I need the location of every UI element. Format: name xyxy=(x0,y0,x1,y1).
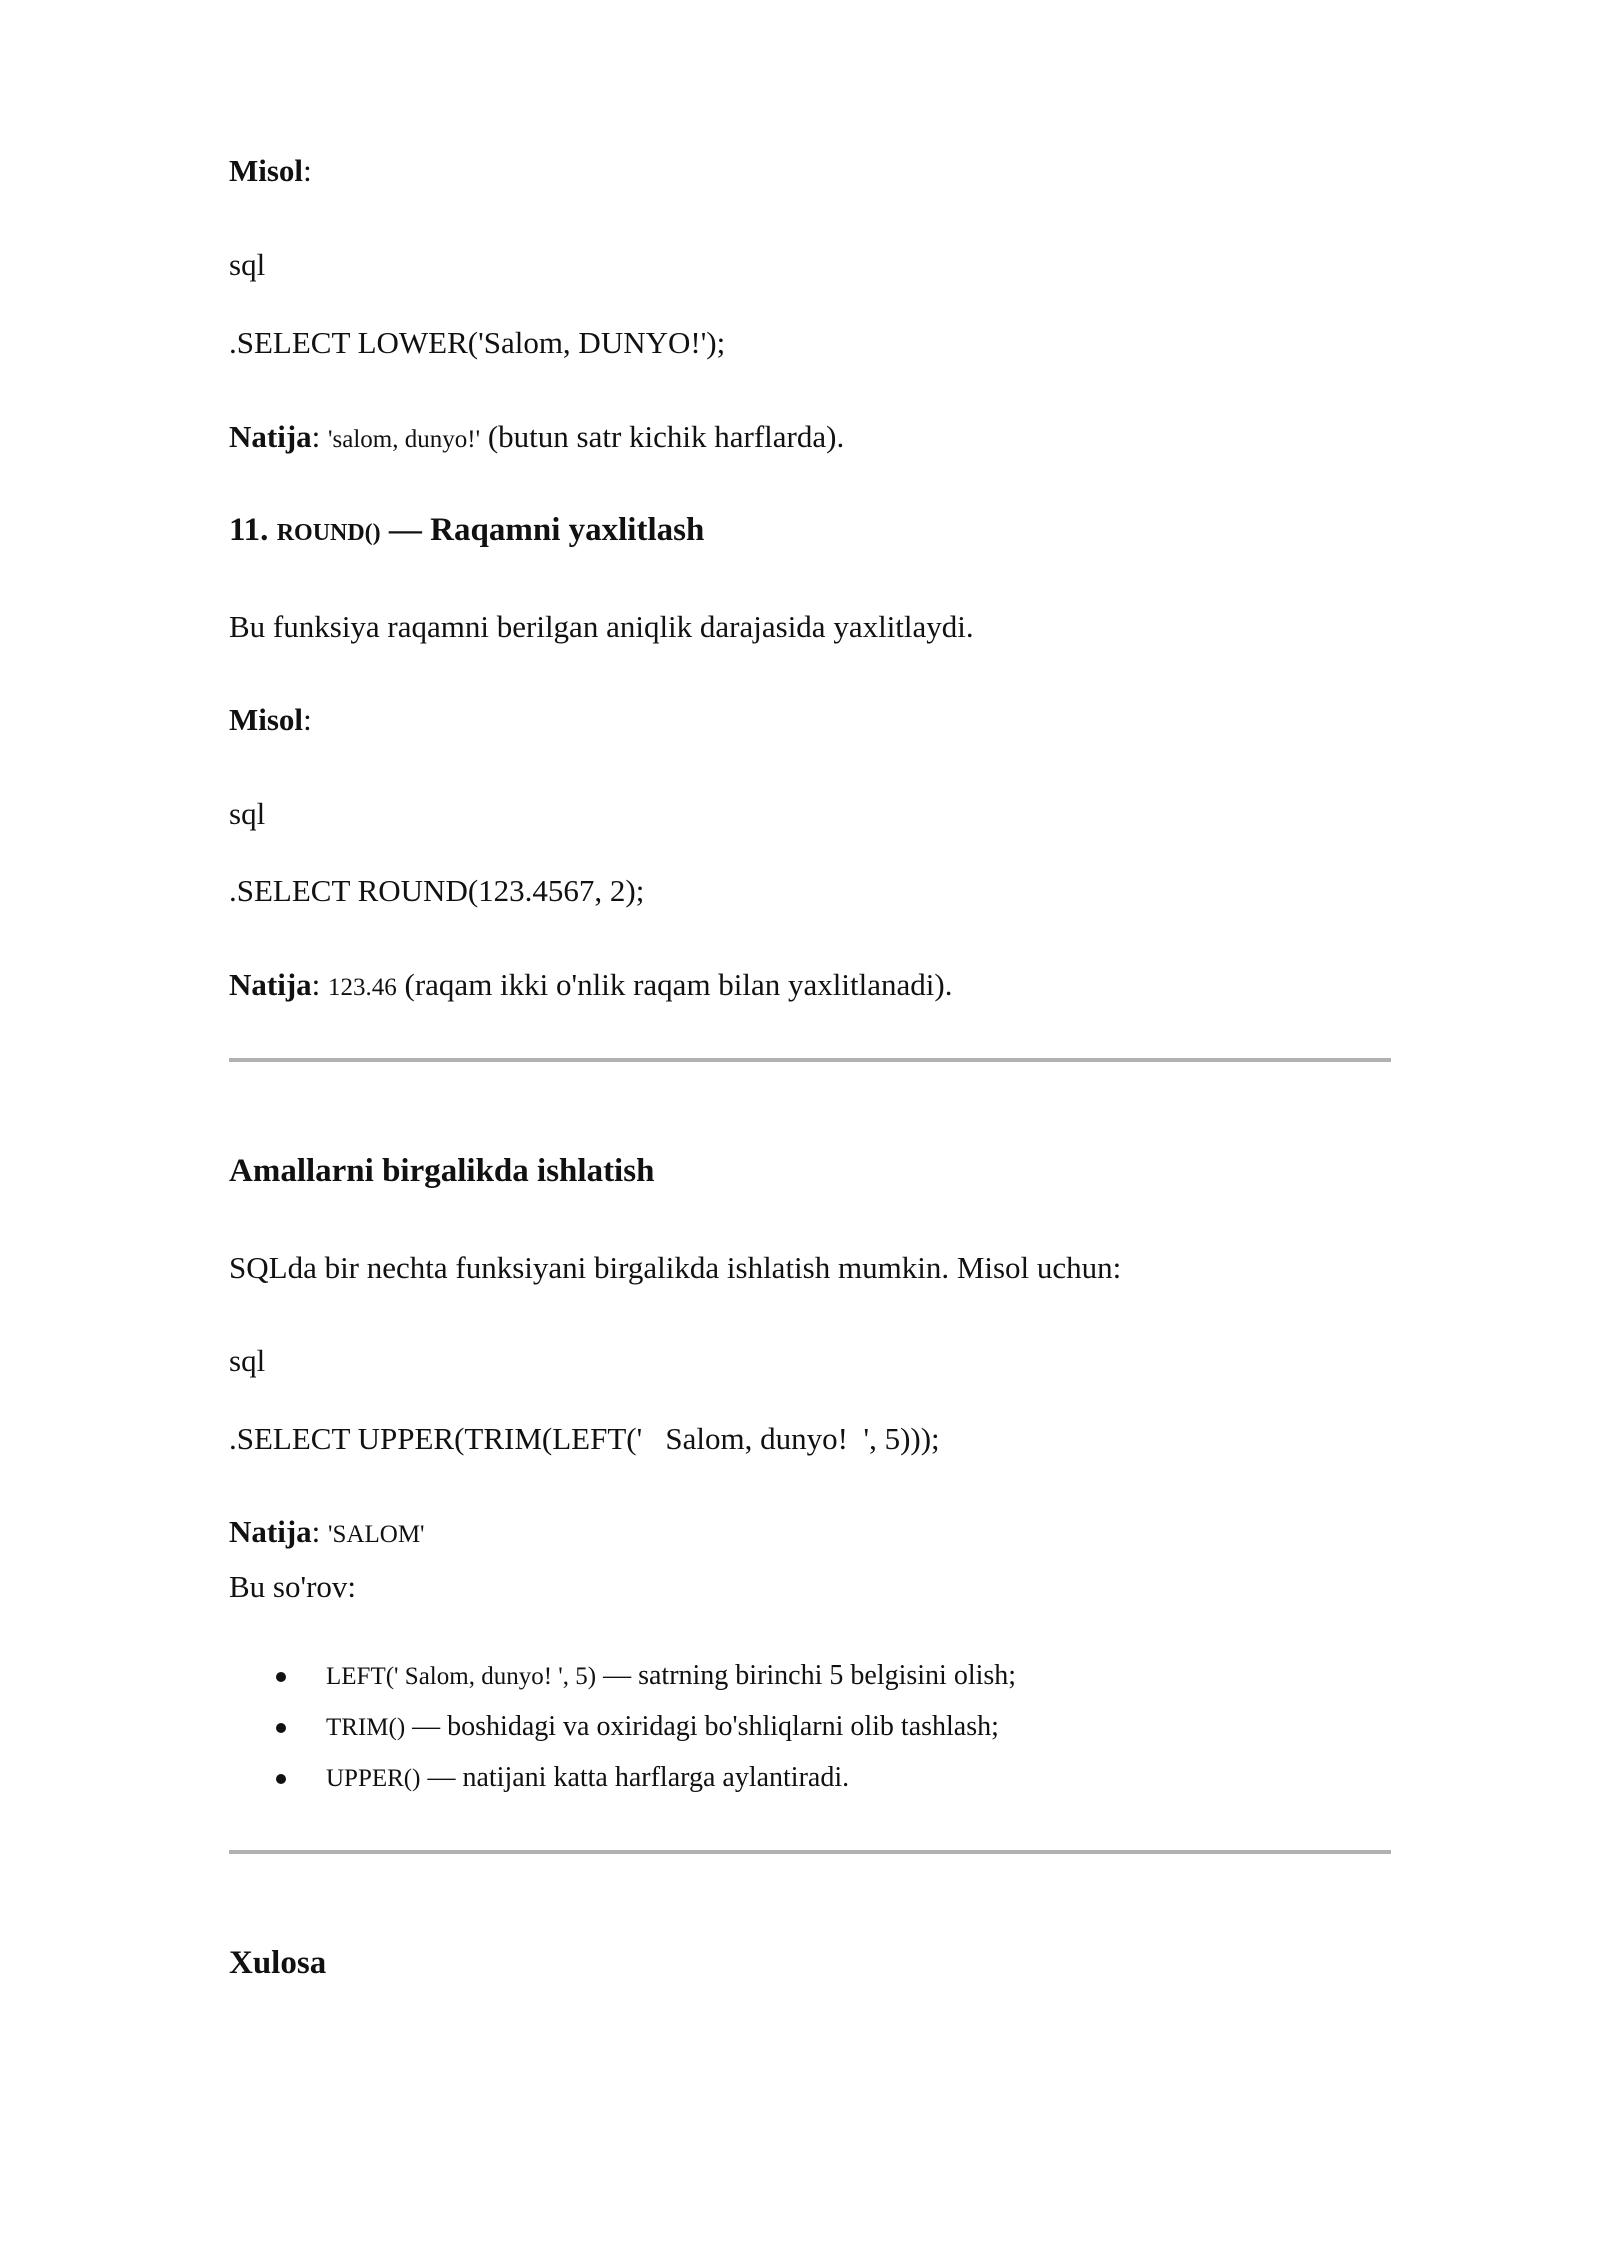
list-item-text: — natijani katta harflarga aylantiradi. xyxy=(420,1762,850,1793)
list-item xyxy=(229,1656,1016,1707)
query-intro: Bu so'rov: xyxy=(229,1569,357,1604)
code-line-2: .SELECT ROUND(123.4567, 2); xyxy=(229,873,645,908)
misol-label-2 xyxy=(229,700,312,740)
misol-colon: : xyxy=(303,702,312,737)
natija-colon: : xyxy=(311,967,329,1002)
sql-label-3: sql xyxy=(229,1343,266,1378)
horizontal-divider xyxy=(229,1850,1391,1854)
section-heading-xulosa: Xulosa xyxy=(229,1945,327,1981)
code-line-1: .SELECT LOWER('Salom, DUNYO!'); xyxy=(229,325,726,360)
misol-colon: : xyxy=(303,153,312,188)
list-item-code: UPPER() xyxy=(326,1765,421,1792)
natija-value: 'SALOM' xyxy=(328,1521,425,1548)
natija-value: 123.46 xyxy=(328,974,397,1001)
natija-colon: : xyxy=(311,419,329,454)
heading-rest: — Raqamni yaxlitlash xyxy=(380,512,705,548)
natija-note: (butun satr kichik harflarda). xyxy=(480,419,845,454)
list-item-text: — satrning birinchi 5 belgisini olish; xyxy=(596,1660,1017,1691)
horizontal-divider xyxy=(229,1058,1391,1062)
bullet-icon xyxy=(276,1774,286,1784)
code-line-3: .SELECT UPPER(TRIM(LEFT(' Salom, dunyo! ', 5))); xyxy=(229,1421,940,1456)
sql-label-1: sql xyxy=(229,247,266,282)
sql-label-2: sql xyxy=(229,796,266,831)
description-combined: SQLda bir nechta funksiyani birgalikda ishlatish mumkin. Misol uchun: xyxy=(229,1250,1122,1285)
natija-colon: : xyxy=(311,1514,329,1549)
list-item xyxy=(229,1707,1016,1758)
section-heading-combined: Amallarni birgalikda ishlatish xyxy=(229,1153,655,1189)
natija-bold: Natija xyxy=(229,419,312,454)
natija-bold: Natija xyxy=(229,967,312,1002)
description-round: Bu funksiya raqamni berilgan aniqlik darajasida yaxlitlaydi. xyxy=(229,609,974,644)
explanation-list xyxy=(229,1656,1016,1809)
heading-number: 11. xyxy=(229,512,277,548)
misol-bold: Misol xyxy=(229,153,304,188)
list-item-code: TRIM() xyxy=(326,1714,406,1741)
natija-line-3 xyxy=(229,1512,425,1555)
bullet-icon xyxy=(276,1672,286,1682)
heading-code: ROUND() xyxy=(276,520,381,546)
list-item-code: LEFT(' Salom, dunyo! ', 5) xyxy=(326,1663,597,1690)
natija-line-2 xyxy=(229,965,952,1008)
bullet-icon xyxy=(276,1723,286,1733)
natija-note: (raqam ikki o'nlik raqam bilan yaxlitlanadi). xyxy=(396,967,953,1002)
natija-bold: Natija xyxy=(229,1514,312,1549)
misol-bold: Misol xyxy=(229,702,304,737)
natija-value: 'salom, dunyo!' xyxy=(328,426,481,453)
list-item xyxy=(229,1758,1016,1809)
natija-line-1 xyxy=(229,417,844,460)
section-heading-round xyxy=(229,510,704,553)
list-item-text: — boshidagi va oxiridagi bo'shliqlarni olib tashlash; xyxy=(405,1711,999,1742)
misol-label-1 xyxy=(229,151,312,191)
